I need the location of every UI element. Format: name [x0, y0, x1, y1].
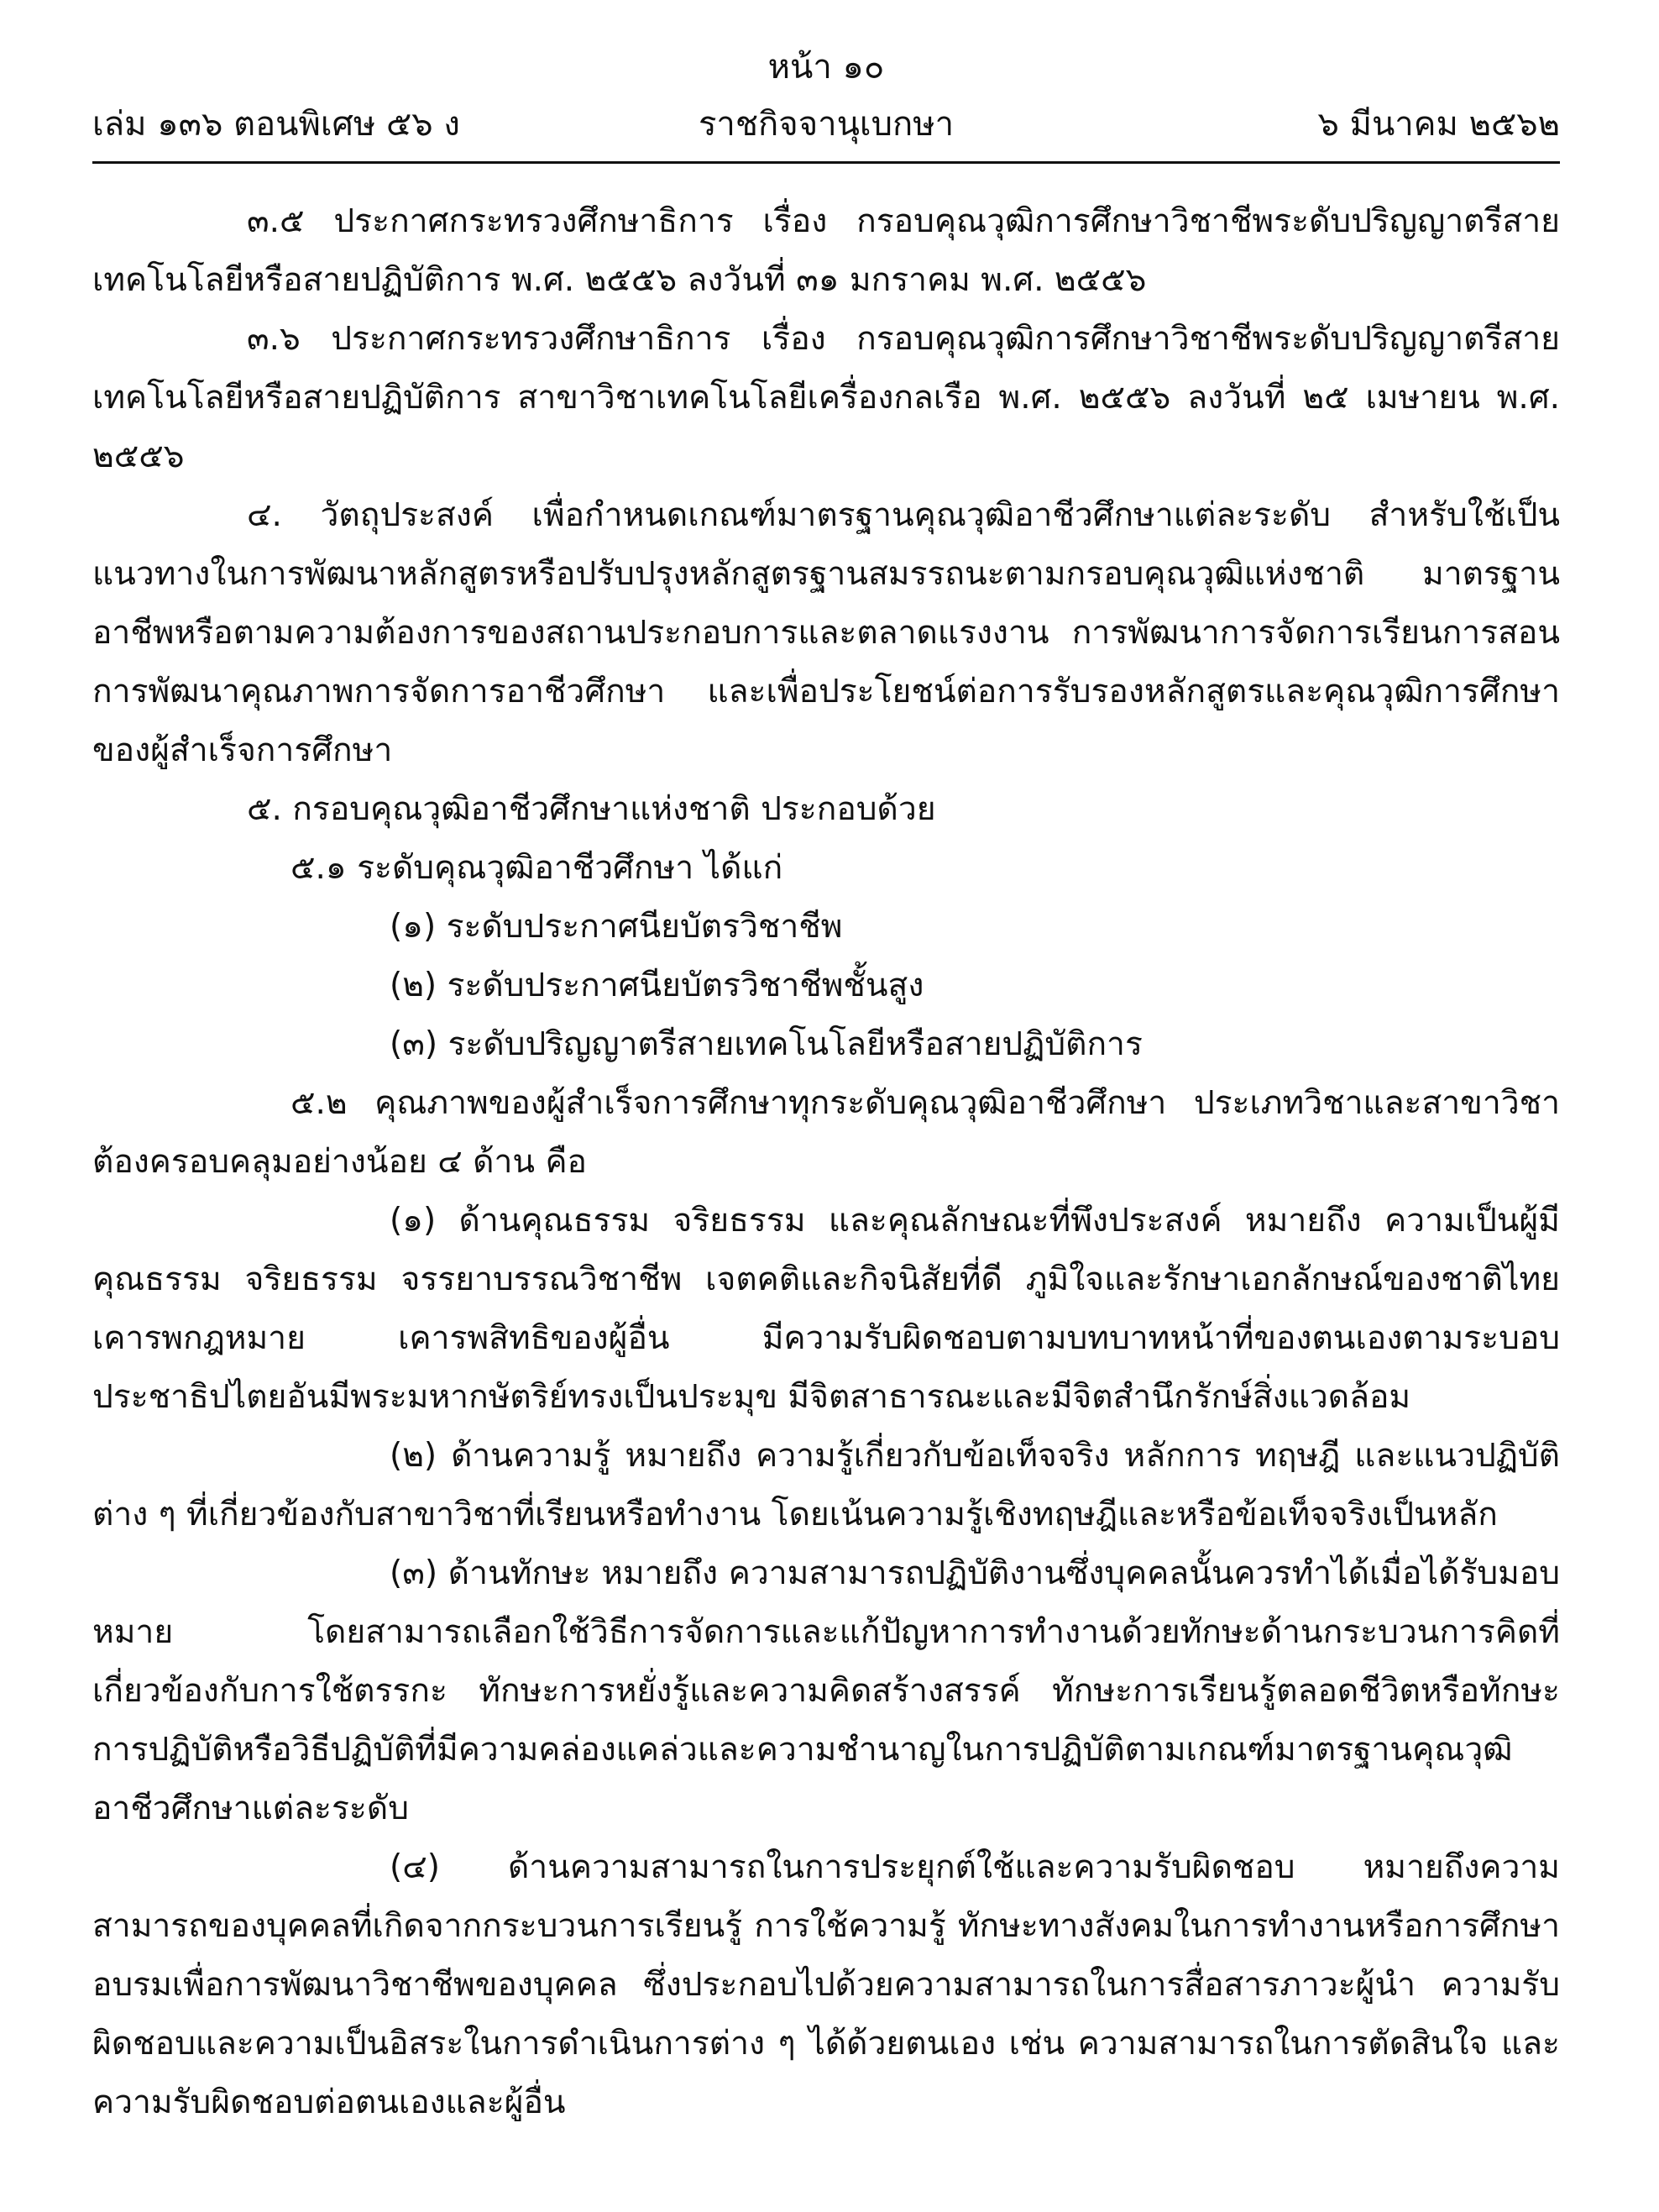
paragraph-4: ๔. วัตถุประสงค์ เพื่อกำหนดเกณฑ์มาตรฐานคุณวุฒิอาชีวศึกษาแต่ละระดับ สำหรับใช้เป็นแนวทางในการพัฒนาหลักสูตรหรือปรับปรุงหลักสูตรฐานสมรรถนะตามกรอบคุณวุฒิแห่งชาติ มาตรฐานอาชีพหรือตามความต้องการของสถานประกอบการและตลาดแรงงาน การพัฒนาการจัดการเรียนการสอนการพัฒนาคุณภาพการจัดการอาชีวศึกษา และเพื่อประโยชน์ต่อการรับรองหลักสูตรและคุณวุฒิการศึกษาของผู้สำเร็จการศึกษา: [92, 496, 1560, 769]
paragraph-5-2: ๕.๒ คุณภาพของผู้สำเร็จการศึกษาทุกระดับคุณวุฒิอาชีวศึกษา ประเภทวิชาและสาขาวิชาต้องครอบคลุมอย่างน้อย ๔ ด้าน คือ: [92, 1084, 1560, 1181]
document-body: [92, 192, 1560, 2132]
quality-item-2: (๒) ด้านความรู้ หมายถึง ความรู้เกี่ยวกับข้อเท็จจริง หลักการ ทฤษฎี และแนวปฏิบัติต่าง ๆ ที่เกี่ยวข้องกับสาขาวิชาที่เรียนหรือทำงาน โดยเน้นความรู้เชิงทฤษฎีและหรือข้อเท็จจริงเป็นหลัก: [92, 1437, 1560, 1533]
paragraph-3-5: ๓.๕ ประกาศกระทรวงศึกษาธิการ เรื่อง กรอบคุณวุฒิการศึกษาวิชาชีพระดับปริญญาตรีสายเทคโนโลยีหรือสายปฏิบัติการ พ.ศ. ๒๕๕๖ ลงวันที่ ๓๑ มกราคม พ.ศ. ๒๕๕๖: [92, 202, 1560, 299]
volume-issue: เล่ม ๑๓๖ ตอนพิเศษ ๕๖ ง: [92, 105, 460, 144]
quality-item-3: (๓) ด้านทักษะ หมายถึง ความสามารถปฏิบัติงานซึ่งบุคคลนั้นควรทำได้เมื่อได้รับมอบหมาย โดยสามารถเลือกใช้วิธีการจัดการและแก้ปัญหาการทำงานด้วยทักษะด้านกระบวนการคิดที่เกี่ยวข้องกับการใช้ตรรกะ ทักษะการหยั่งรู้และความคิดสร้างสรรค์ ทักษะการเรียนรู้ตลอดชีวิตหรือทักษะการปฏิบัติหรือวิธีปฏิบัติที่มีความคล่องแคล่วและความชำนาญในการปฏิบัติตามเกณฑ์มาตรฐานคุณวุฒิอาชีวศึกษาแต่ละระดับ: [92, 1554, 1560, 1827]
paragraph-3-6: ๓.๖ ประกาศกระทรวงศึกษาธิการ เรื่อง กรอบคุณวุฒิการศึกษาวิชาชีพระดับปริญญาตรีสายเทคโนโลยีหรือสายปฏิบัติการ สาขาวิชาเทคโนโลยีเครื่องกลเรือ พ.ศ. ๒๕๕๖ ลงวันที่ ๒๕ เมษายน พ.ศ. ๒๕๕๖: [92, 320, 1560, 475]
header-divider: [92, 161, 1560, 164]
quality-item-1: (๑) ด้านคุณธรรม จริยธรรม และคุณลักษณะที่พึงประสงค์ หมายถึง ความเป็นผู้มีคุณธรรม จริยธรรม จรรยาบรรณวิชาชีพ เจตคติและกิจนิสัยที่ดี ภูมิใจและรักษาเอกลักษณ์ของชาติไทย เคารพกฎหมาย เคารพสิทธิของผู้อื่น มีความรับผิดชอบตามบทบาทหน้าที่ของตนเองตามระบอบประชาธิปไตยอันมีพระมหากษัตริย์ทรงเป็นประมุข มีจิตสาธารณะและมีจิตสำนึกรักษ์สิ่งแวดล้อม: [92, 1202, 1560, 1416]
list-item: (๑) ระดับประกาศนียบัตรวิชาชีพ: [390, 908, 843, 946]
quality-item-4: (๔) ด้านความสามารถในการประยุกต์ใช้และความรับผิดชอบ หมายถึงความสามารถของบุคคลที่เกิดจากกระบวนการเรียนรู้ การใช้ความรู้ ทักษะทางสังคมในการทำงานหรือการศึกษาอบรมเพื่อการพัฒนาวิชาชีพของบุคคล ซึ่งประกอบไปด้วยความสามารถในการสื่อสารภาวะผู้นำ ความรับผิดชอบและความเป็นอิสระในการดำเนินการต่าง ๆ ได้ด้วยตนเอง เช่น ความสามารถในการตัดสินใจ และความรับผิดชอบต่อตนเองและผู้อื่น: [92, 1848, 1560, 2121]
list-item: (๒) ระดับประกาศนียบัตรวิชาชีพชั้นสูง: [390, 967, 924, 1004]
publication-date: ๖ มีนาคม ๒๕๖๒: [1317, 105, 1560, 144]
page-number: หน้า ๑๐: [767, 48, 885, 86]
paragraph-5-1: ๕.๑ ระดับคุณวุฒิอาชีวศึกษา ได้แก่: [290, 849, 783, 887]
gazette-header: [92, 94, 1560, 156]
list-item: (๓) ระดับปริญญาตรีสายเทคโนโลยีหรือสายปฏิบัติการ: [390, 1025, 1143, 1063]
gazette-title: ราชกิจจานุเบกษา: [698, 105, 955, 144]
paragraph-5: ๕. กรอบคุณวุฒิอาชีวศึกษาแห่งชาติ ประกอบด้วย: [247, 790, 936, 828]
